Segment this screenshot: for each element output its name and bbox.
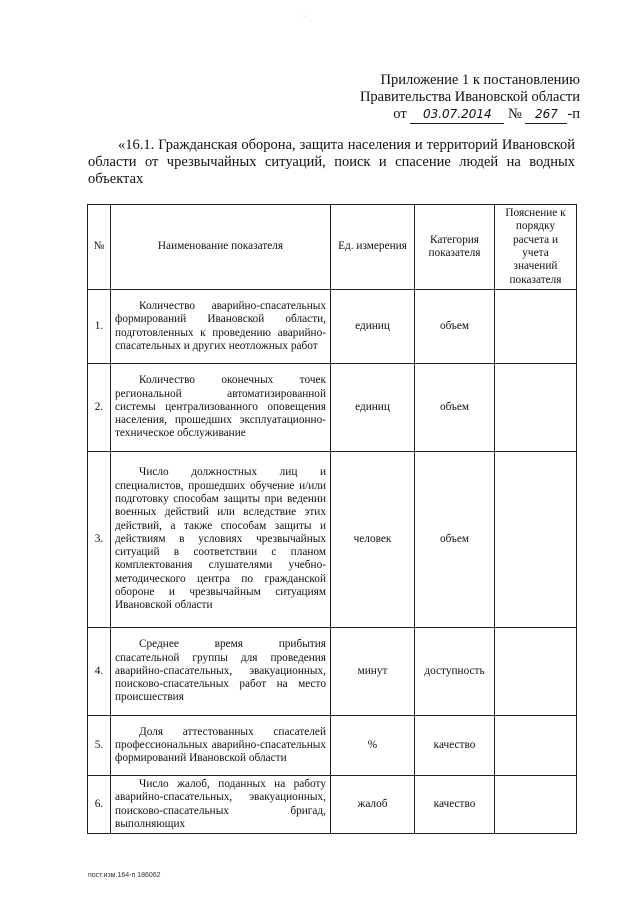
indicators-table [87,204,577,834]
row-note [495,628,577,716]
table-row [88,628,577,716]
row-unit: % [331,716,415,776]
date-prefix: от [393,106,407,122]
row-name: Среднее время прибытия спасательной группы для проведения аварийно-спасательных, эвакуационных, поисково-спасательных работ на место происшествия [111,628,331,716]
row-unit: жалоб [331,776,415,834]
row-note [495,364,577,452]
row-category: качество [415,716,495,776]
header-note: Пояснение к порядку расчета и учета значений показателя [495,205,577,290]
row-note [495,452,577,628]
section-title: «16.1. Гражданская оборона, защита населения и территорий Ивановской области от чрезвычайных ситуаций, поиск и спасение людей на водных объектах [88,137,575,187]
row-unit: единиц [331,290,415,364]
handwritten-number: 267 [525,106,567,124]
appendix-header [330,72,580,124]
table-header-row [88,205,577,290]
appendix-line-1: Приложение 1 к постановлению [380,72,580,88]
row-note [495,716,577,776]
row-note [495,776,577,834]
row-name: Количество оконечных точек региональной автоматизированной системы централизованного оповещения населения, прошедших эксплуатационно-техническое обслуживание [111,364,331,452]
header-num: № [88,205,111,290]
footer-note: пост.изм.164-п 186062 [88,872,161,879]
number-suffix: -п [567,106,580,122]
number-prefix: № [507,106,522,122]
row-category: объем [415,452,495,628]
row-num: 4. [88,628,111,716]
row-num: 2. [88,364,111,452]
appendix-line-2: Правительства Ивановской области [359,89,580,105]
row-unit: единиц [331,364,415,452]
table-row [88,776,577,834]
row-num: 1. [88,290,111,364]
row-num: 5. [88,716,111,776]
table-row [88,290,577,364]
table-row [88,452,577,628]
row-name: Число должностных лиц и специалистов, прошедших обучение и/или подготовку способам защиты при ведении военных действий или вследствие этих действий, а также способам защиты и действиям в условиях чрезвычайных ситуаций в соответствии с планом комплектования слушателями учебно-методического центра по гражданской обороне и чрезвычайным ситуациям Ивановской области [111,452,331,628]
appendix-date-line [330,106,580,124]
handwritten-date: 03.07.2014 [410,106,504,124]
row-name: Доля аттестованных спасателей профессиональных аварийно-спасательных формирований Ивановской области [111,716,331,776]
row-name: Количество аварийно-спасательных формирований Ивановской области, подготовленных к проведению аварийно-спасательных и других неотложных работ [111,290,331,364]
table-row [88,364,577,452]
table-row [88,716,577,776]
row-unit: человек [331,452,415,628]
header-name: Наименование показателя [111,205,331,290]
row-category: объем [415,364,495,452]
row-category: качество [415,776,495,834]
header-category: Категория показателя [415,205,495,290]
row-num: 6. [88,776,111,834]
row-category: объем [415,290,495,364]
scan-dots: · · [300,14,306,20]
header-unit: Ед. измерения [331,205,415,290]
row-category: доступность [415,628,495,716]
row-num: 3. [88,452,111,628]
row-name: Число жалоб, поданных на работу аварийно-спасательных, эвакуационных, поисково-спасательных бригад, выполняющих [111,776,331,834]
row-unit: минут [331,628,415,716]
row-note [495,290,577,364]
